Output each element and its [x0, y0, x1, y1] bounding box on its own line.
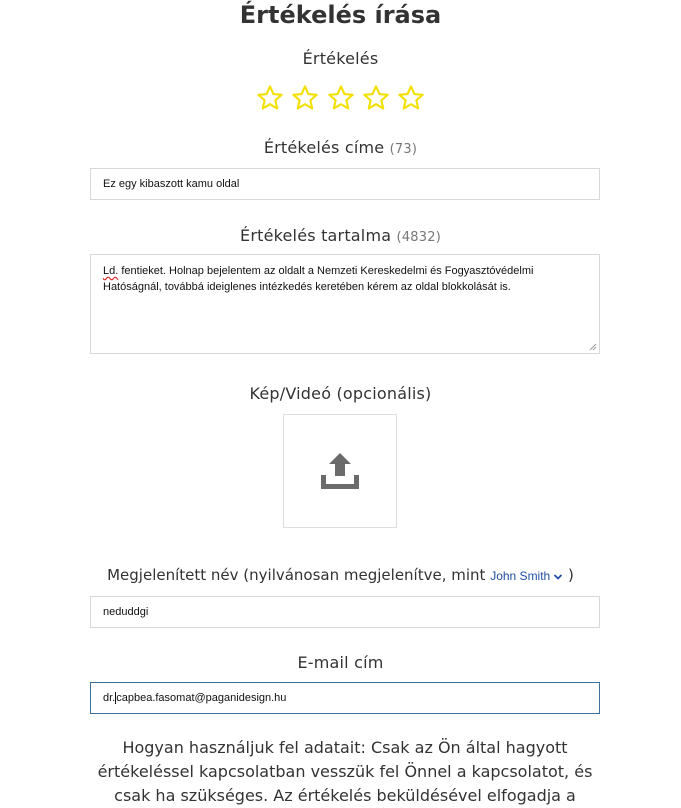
- display-name-label-text: Megjelenített név (nyilvánosan megjelenítve, mint: [107, 566, 486, 584]
- rating-label: Értékelés: [302, 49, 379, 68]
- chevron-down-icon: [553, 573, 563, 581]
- display-name-input[interactable]: [90, 596, 600, 628]
- review-body-char-count: (4832): [396, 230, 441, 245]
- review-title-label-text: Értékelés címe: [263, 138, 385, 157]
- star-icon[interactable]: [291, 84, 319, 112]
- review-body-textarea[interactable]: [90, 254, 600, 354]
- resize-handle-icon[interactable]: [589, 343, 597, 351]
- review-title-label: [0, 138, 681, 157]
- media-label: Kép/Videó (opcionális): [249, 384, 432, 403]
- display-name-value: neduddgi: [103, 606, 149, 618]
- star-icon[interactable]: [362, 84, 390, 112]
- star-icon[interactable]: [256, 84, 284, 112]
- email-value-after-caret: capbea.fasomat@paganidesign.hu: [116, 692, 287, 704]
- page-title: Értékelés írása: [239, 1, 442, 29]
- display-name-format-value: John Smith: [490, 569, 551, 583]
- email-input[interactable]: [90, 682, 600, 714]
- star-icon[interactable]: [327, 84, 355, 112]
- review-title-value: Ez egy kibaszott kamu oldal: [103, 178, 240, 190]
- review-body-value: fentieket. Holnap bejelentem az oldalt a Nemzeti Kereskedelmi és Fogyasztóvédelmi Hatóságnál, továbbá ideiglenes intézkedés keretében kérem az oldal blokkolását is.: [103, 265, 534, 293]
- review-body-value-prefix: Ld.: [103, 265, 119, 277]
- email-label: E-mail cím: [297, 653, 384, 672]
- media-upload-button[interactable]: [283, 414, 397, 528]
- display-name-format-select[interactable]: [490, 569, 563, 583]
- star-icon[interactable]: [397, 84, 425, 112]
- review-body-label-text: Értékelés tartalma: [240, 226, 392, 245]
- review-title-char-count: (73): [389, 142, 418, 157]
- email-value-before-caret: dr.: [103, 692, 116, 704]
- review-body-label: [0, 226, 681, 245]
- display-name-label: [0, 566, 681, 584]
- display-name-label-suffix: ): [568, 566, 574, 584]
- upload-icon: [317, 449, 363, 493]
- star-rating[interactable]: [0, 84, 681, 116]
- review-title-input[interactable]: [90, 168, 600, 200]
- data-usage-info: Hogyan használjuk fel adatait: Csak az Ön által hagyott értékeléssel kapcsolatban vesszük fel Önnel a kapcsolatot, és csak ha szükséges. Az értékelés beküldésével elfogadja a: [97, 738, 593, 805]
